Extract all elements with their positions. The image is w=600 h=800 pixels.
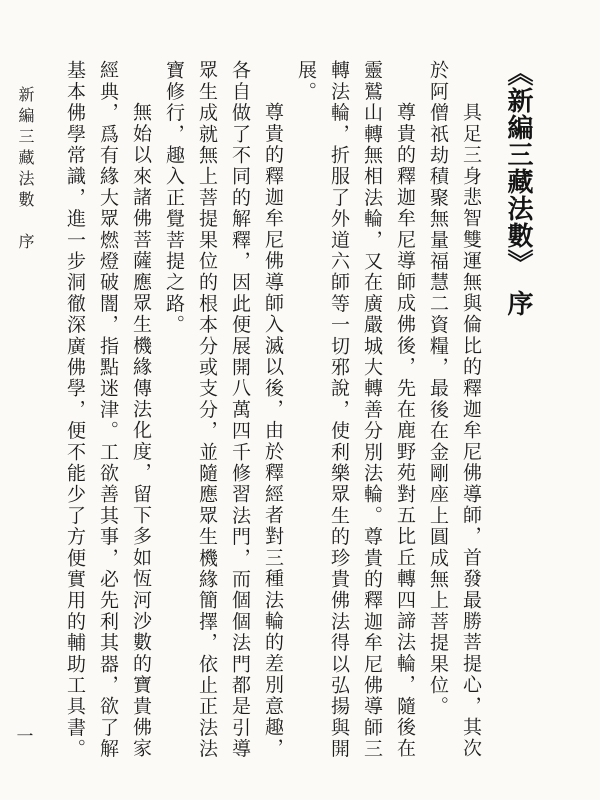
text-column: 尊貴的釋迦牟尼導師成佛後，先在鹿野苑對五比丘轉四諦法輪，隨後在 bbox=[394, 102, 415, 760]
main-text-block bbox=[58, 60, 536, 768]
text-column: 於阿僧祇劫積聚無量福慧二資糧，最後在金剛座上圓成無上菩提果位。 bbox=[427, 60, 448, 718]
text-column: 各自做了不同的解釋，因此便展開八萬四千修習法門，而個個法門都是引導 bbox=[229, 60, 250, 760]
text-column: 無始以來諸佛菩薩應眾生機緣傳法化度，留下多如恆河沙數的寶貴佛家 bbox=[130, 102, 151, 760]
text-column: 經典，爲有緣大眾燃燈破闇，指點迷津。工欲善其事，必先利其器，欲了解 bbox=[97, 60, 118, 760]
text-column: 具足三身悲智雙運無與倫比的釋迦牟尼佛導師，首發最勝菩提心，其次 bbox=[460, 102, 481, 760]
text-column: 靈鷲山轉無相法輪，又在廣嚴城大轉善分別法輪。尊貴的釋迦牟尼佛導師三 bbox=[361, 60, 382, 760]
text-column: 基本佛學常識，進一步洞徹深廣佛學，便不能少了方便實用的輔助工具書。 bbox=[64, 60, 85, 760]
text-column: 尊貴的釋迦牟尼佛導師入滅以後，由於釋經者對三種法輪的差別意趣， bbox=[262, 102, 283, 760]
text-column: 寶修行，趣入正覺菩提之路。 bbox=[163, 60, 184, 336]
page-title: 《新編三藏法數》 序 bbox=[504, 60, 533, 317]
text-column: 轉法輪，折服了外道六師等一切邪說，使利樂眾生的珍貴佛法得以弘揚與開 bbox=[328, 60, 349, 760]
page-number: 一 bbox=[16, 727, 34, 746]
running-title: 新編三藏法數 序 bbox=[16, 86, 33, 254]
text-column: 眾生成就無上菩提果位的根本分或支分，並隨應眾生機緣簡擇，依止正法法 bbox=[196, 60, 217, 760]
text-column: 展。 bbox=[295, 60, 316, 103]
